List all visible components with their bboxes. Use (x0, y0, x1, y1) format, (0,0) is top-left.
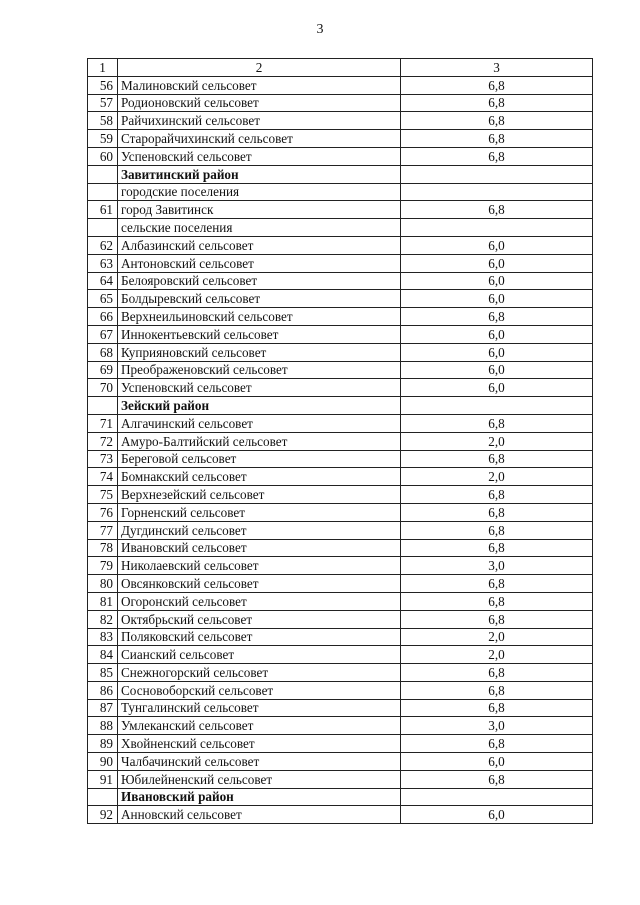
settlement-value: 6,8 (401, 610, 593, 628)
settlement-value: 6,0 (401, 361, 593, 379)
row-number-empty (88, 219, 118, 237)
row-number: 65 (88, 290, 118, 308)
settlement-name: Тунгалинский сельсовет (118, 699, 401, 717)
settlement-name: Преображеновский сельсовет (118, 361, 401, 379)
settlement-name: Николаевский сельсовет (118, 557, 401, 575)
settlement-name: Снежногорский сельсовет (118, 664, 401, 682)
row-number: 85 (88, 664, 118, 682)
district-name: Зейский район (118, 397, 401, 415)
section-label: городские поселения (118, 183, 401, 201)
table-row (88, 770, 593, 788)
settlement-name: Овсянковский сельсовет (118, 575, 401, 593)
row-number: 68 (88, 343, 118, 361)
table-row (88, 717, 593, 735)
row-number: 73 (88, 450, 118, 468)
settlement-value: 6,8 (401, 770, 593, 788)
table-row (88, 699, 593, 717)
row-number-empty (88, 165, 118, 183)
settlement-value: 6,8 (401, 76, 593, 94)
settlement-name: Верхнезейский сельсовет (118, 486, 401, 504)
settlement-value: 6,8 (401, 308, 593, 326)
section-label-row (88, 183, 593, 201)
row-number: 82 (88, 610, 118, 628)
settlement-value: 6,0 (401, 272, 593, 290)
table-row (88, 414, 593, 432)
row-number: 90 (88, 753, 118, 771)
settlement-name: Береговой сельсовет (118, 450, 401, 468)
table-row (88, 681, 593, 699)
settlement-name: Чалбачинский сельсовет (118, 753, 401, 771)
row-number: 81 (88, 592, 118, 610)
settlement-value: 6,8 (401, 592, 593, 610)
row-number: 70 (88, 379, 118, 397)
page-number: 3 (316, 22, 324, 37)
settlement-name: Болдыревский сельсовет (118, 290, 401, 308)
row-number: 60 (88, 147, 118, 165)
header-cell-2: 2 (118, 59, 401, 77)
row-number: 63 (88, 254, 118, 272)
settlement-name: Антоновский сельсовет (118, 254, 401, 272)
table-row (88, 76, 593, 94)
settlement-name: Куприяновский сельсовет (118, 343, 401, 361)
row-number: 69 (88, 361, 118, 379)
settlement-name: Бомнакский сельсовет (118, 468, 401, 486)
district-name: Ивановский район (118, 788, 401, 806)
settlement-value: 6,0 (401, 236, 593, 254)
table-row (88, 361, 593, 379)
settlement-name: Ивановский сельсовет (118, 539, 401, 557)
settlement-value: 6,8 (401, 521, 593, 539)
row-number: 77 (88, 521, 118, 539)
settlement-value: 6,8 (401, 414, 593, 432)
row-number: 74 (88, 468, 118, 486)
settlement-value: 6,8 (401, 450, 593, 468)
table-row (88, 325, 593, 343)
settlement-value: 6,8 (401, 112, 593, 130)
table-row (88, 753, 593, 771)
table-row (88, 628, 593, 646)
table-row (88, 664, 593, 682)
section-label-row (88, 219, 593, 237)
settlement-name: Сианский сельсовет (118, 646, 401, 664)
settlement-name: Белояровский сельсовет (118, 272, 401, 290)
settlement-name: Амуро-Балтийский сельсовет (118, 432, 401, 450)
settlement-value: 6,0 (401, 753, 593, 771)
row-number: 80 (88, 575, 118, 593)
row-number: 76 (88, 503, 118, 521)
value-empty (401, 397, 593, 415)
table-row (88, 236, 593, 254)
settlement-name: Успеновский сельсовет (118, 379, 401, 397)
table-row (88, 557, 593, 575)
settlement-value: 6,8 (401, 94, 593, 112)
header-cell-3: 3 (401, 59, 593, 77)
settlement-value: 6,8 (401, 664, 593, 682)
row-number: 58 (88, 112, 118, 130)
settlement-name: Райчихинский сельсовет (118, 112, 401, 130)
table-row (88, 539, 593, 557)
table-row (88, 201, 593, 219)
row-number: 83 (88, 628, 118, 646)
settlement-name: Успеновский сельсовет (118, 147, 401, 165)
settlement-name: Умлеканский сельсовет (118, 717, 401, 735)
table-row (88, 112, 593, 130)
settlement-name: Албазинский сельсовет (118, 236, 401, 254)
table-row (88, 646, 593, 664)
table-row (88, 610, 593, 628)
table-row (88, 94, 593, 112)
row-number: 92 (88, 806, 118, 824)
row-number: 61 (88, 201, 118, 219)
value-empty (401, 165, 593, 183)
settlement-value: 2,0 (401, 628, 593, 646)
table-row (88, 130, 593, 148)
row-number: 79 (88, 557, 118, 575)
table-row (88, 147, 593, 165)
settlement-name: Старорайчихинский сельсовет (118, 130, 401, 148)
value-empty (401, 219, 593, 237)
settlement-name: Сосновоборский сельсовет (118, 681, 401, 699)
row-number: 89 (88, 735, 118, 753)
table-body (88, 59, 593, 824)
row-number: 86 (88, 681, 118, 699)
district-header-row (88, 165, 593, 183)
table-row (88, 592, 593, 610)
row-number: 59 (88, 130, 118, 148)
settlement-value: 6,0 (401, 290, 593, 308)
settlement-value: 6,0 (401, 325, 593, 343)
section-label: сельские поселения (118, 219, 401, 237)
row-number: 71 (88, 414, 118, 432)
settlement-value: 6,8 (401, 681, 593, 699)
settlement-name: Горненский сельсовет (118, 503, 401, 521)
row-number-empty (88, 788, 118, 806)
row-number: 75 (88, 486, 118, 504)
settlement-name: Дугдинский сельсовет (118, 521, 401, 539)
settlement-value: 6,8 (401, 503, 593, 521)
settlement-name: город Завитинск (118, 201, 401, 219)
settlement-name: Юбилейненский сельсовет (118, 770, 401, 788)
district-header-row (88, 788, 593, 806)
settlement-value: 6,0 (401, 806, 593, 824)
row-number: 72 (88, 432, 118, 450)
header-cell-1: 1 (88, 59, 118, 77)
table-row (88, 272, 593, 290)
row-number: 91 (88, 770, 118, 788)
table-row (88, 503, 593, 521)
settlement-value: 6,8 (401, 130, 593, 148)
table-row (88, 468, 593, 486)
settlement-name: Верхнеильиновский сельсовет (118, 308, 401, 326)
value-empty (401, 183, 593, 201)
settlement-value: 3,0 (401, 717, 593, 735)
settlement-value: 2,0 (401, 468, 593, 486)
table-row (88, 308, 593, 326)
table-row (88, 450, 593, 468)
settlement-name: Огоронский сельсовет (118, 592, 401, 610)
table-header-row (88, 59, 593, 77)
settlement-value: 6,0 (401, 379, 593, 397)
settlement-value: 6,8 (401, 735, 593, 753)
settlement-value: 6,8 (401, 699, 593, 717)
row-number: 78 (88, 539, 118, 557)
row-number: 87 (88, 699, 118, 717)
value-empty (401, 788, 593, 806)
row-number: 84 (88, 646, 118, 664)
row-number: 64 (88, 272, 118, 290)
settlement-value: 6,8 (401, 575, 593, 593)
settlement-value: 6,0 (401, 254, 593, 272)
settlement-value: 6,8 (401, 539, 593, 557)
row-number: 88 (88, 717, 118, 735)
settlement-name: Родионовский сельсовет (118, 94, 401, 112)
row-number: 56 (88, 76, 118, 94)
district-name: Завитинский район (118, 165, 401, 183)
district-header-row (88, 397, 593, 415)
settlement-name: Хвойненский сельсовет (118, 735, 401, 753)
settlement-value: 2,0 (401, 646, 593, 664)
settlement-value: 2,0 (401, 432, 593, 450)
row-number: 62 (88, 236, 118, 254)
settlement-name: Иннокентьевский сельсовет (118, 325, 401, 343)
row-number-empty (88, 183, 118, 201)
row-number: 57 (88, 94, 118, 112)
table-row (88, 806, 593, 824)
settlement-name: Анновский сельсовет (118, 806, 401, 824)
settlement-value: 6,8 (401, 201, 593, 219)
settlement-name: Алгачинский сельсовет (118, 414, 401, 432)
table-row (88, 254, 593, 272)
row-number: 67 (88, 325, 118, 343)
table-row (88, 379, 593, 397)
settlement-name: Поляковский сельсовет (118, 628, 401, 646)
settlement-name: Октябрьский сельсовет (118, 610, 401, 628)
table-row (88, 521, 593, 539)
table-row (88, 575, 593, 593)
settlement-value: 6,8 (401, 486, 593, 504)
table-row (88, 735, 593, 753)
settlements-table (87, 58, 593, 824)
settlement-value: 6,8 (401, 147, 593, 165)
settlement-name: Малиновский сельсовет (118, 76, 401, 94)
row-number: 66 (88, 308, 118, 326)
table-row (88, 432, 593, 450)
settlement-value: 6,0 (401, 343, 593, 361)
settlement-value: 3,0 (401, 557, 593, 575)
table-row (88, 343, 593, 361)
table-row (88, 290, 593, 308)
table-row (88, 486, 593, 504)
row-number-empty (88, 397, 118, 415)
